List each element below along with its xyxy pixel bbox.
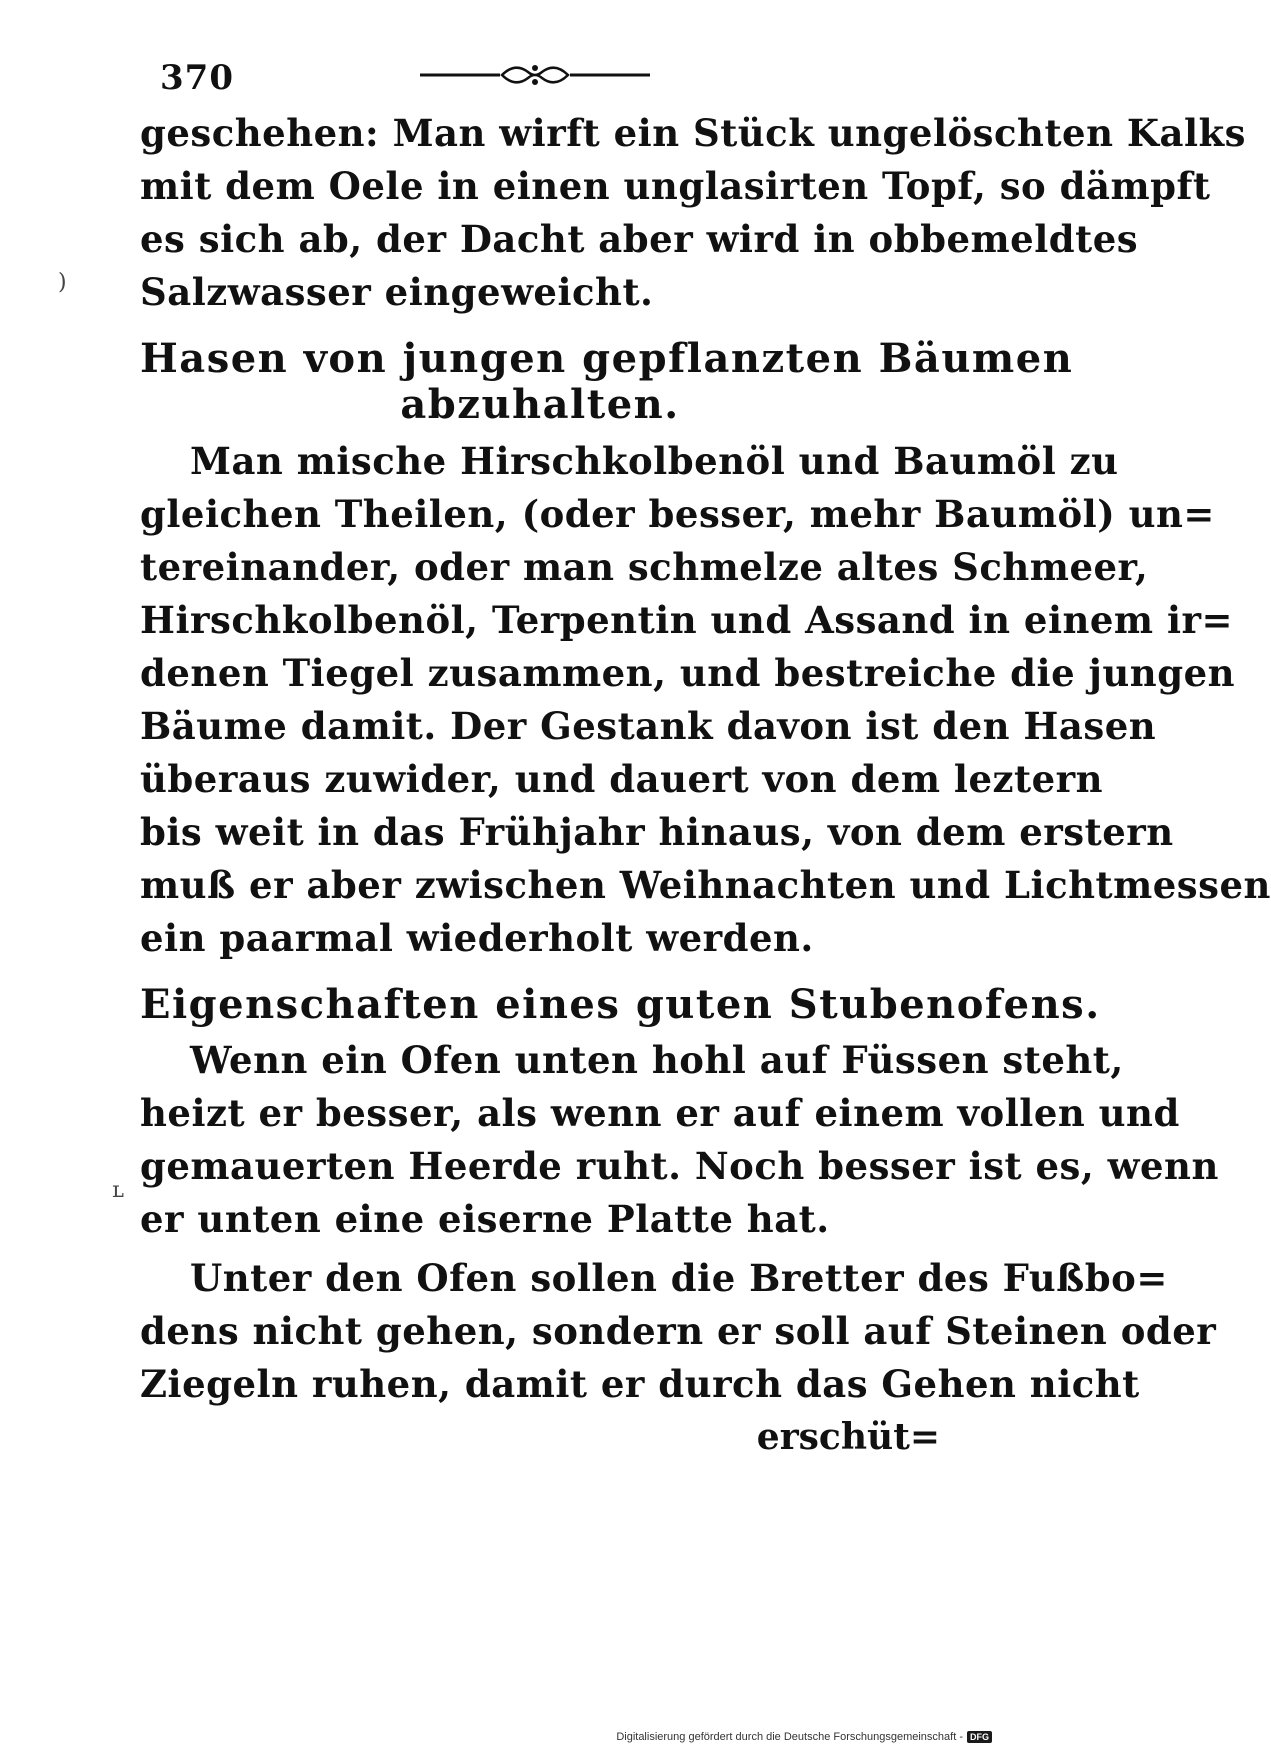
paragraph3-line: Wenn ein Ofen unten hohl auf Füssen steht, <box>190 1038 1124 1082</box>
dfg-logo-icon: DFG <box>967 1731 992 1743</box>
paragraph1-line: geschehen: Man wirft ein Stück ungelöschten Kalks <box>140 111 1247 155</box>
paragraph1-line: es sich ab, der Dacht aber wird in obbemeldtes <box>140 217 1139 261</box>
paragraph2-line: gleichen Theilen, (oder besser, mehr Baumöl) un= <box>140 492 1215 536</box>
margin-mark: ) <box>58 270 67 295</box>
paragraph2-line: muß er aber zwischen Weihnachten und Lichtmessen <box>140 863 1271 907</box>
paragraph2-line: ein paarmal wiederholt werden. <box>140 916 814 960</box>
footer-credit <box>616 1731 992 1743</box>
paragraph4-line: Ziegeln ruhen, damit er durch das Gehen nicht <box>140 1362 1140 1406</box>
paragraph3-line: er unten eine eiserne Platte hat. <box>140 1197 830 1241</box>
paragraph2-line: bis weit in das Frühjahr hinaus, von dem erstern <box>140 810 1174 854</box>
paragraph1-line: mit dem Oele in einen unglasirten Topf, so dämpft <box>140 164 1211 208</box>
paragraph2-line: Bäume damit. Der Gestank davon ist den Hasen <box>140 704 1157 748</box>
paragraph4-line: dens nicht gehen, sondern er soll auf Steinen oder <box>140 1309 1217 1353</box>
section-heading: Hasen von jungen gepflanzten Bäumen <box>140 335 1074 382</box>
paragraph4-line: Unter den Ofen sollen die Bretter des Fußbo= <box>190 1256 1168 1300</box>
paragraph2-line: denen Tiegel zusammen, und bestreiche die jungen <box>140 651 1236 695</box>
paragraph2-line: überaus zuwider, und dauert von dem leztern <box>140 757 1104 801</box>
paragraph3-line: gemauerten Heerde ruht. Noch besser ist es, wenn <box>140 1144 1219 1188</box>
footer-text: Digitalisierung gefördert durch die Deutsche Forschungsgemeinschaft - <box>616 1731 963 1743</box>
catchword: erschüt= <box>756 1416 940 1458</box>
page-number: 370 <box>160 58 234 98</box>
paragraph1-line: Salzwasser eingeweicht. <box>140 270 654 314</box>
section-heading: Eigenschaften eines guten Stubenofens. <box>140 981 1101 1028</box>
paragraph3-line: heizt er besser, als wenn er auf einem vollen und <box>140 1091 1180 1135</box>
paragraph2-line: Man mische Hirschkolbenöl und Baumöl zu <box>190 439 1119 483</box>
paragraph2-line: tereinander, oder man schmelze altes Schmeer, <box>140 545 1149 589</box>
margin-mark: ʟ <box>112 1178 124 1203</box>
section-heading: abzuhalten. <box>400 381 680 428</box>
paragraph2-line: Hirschkolbenöl, Terpentin und Assand in einem ir= <box>140 598 1234 642</box>
header-ornament-icon <box>420 60 650 90</box>
